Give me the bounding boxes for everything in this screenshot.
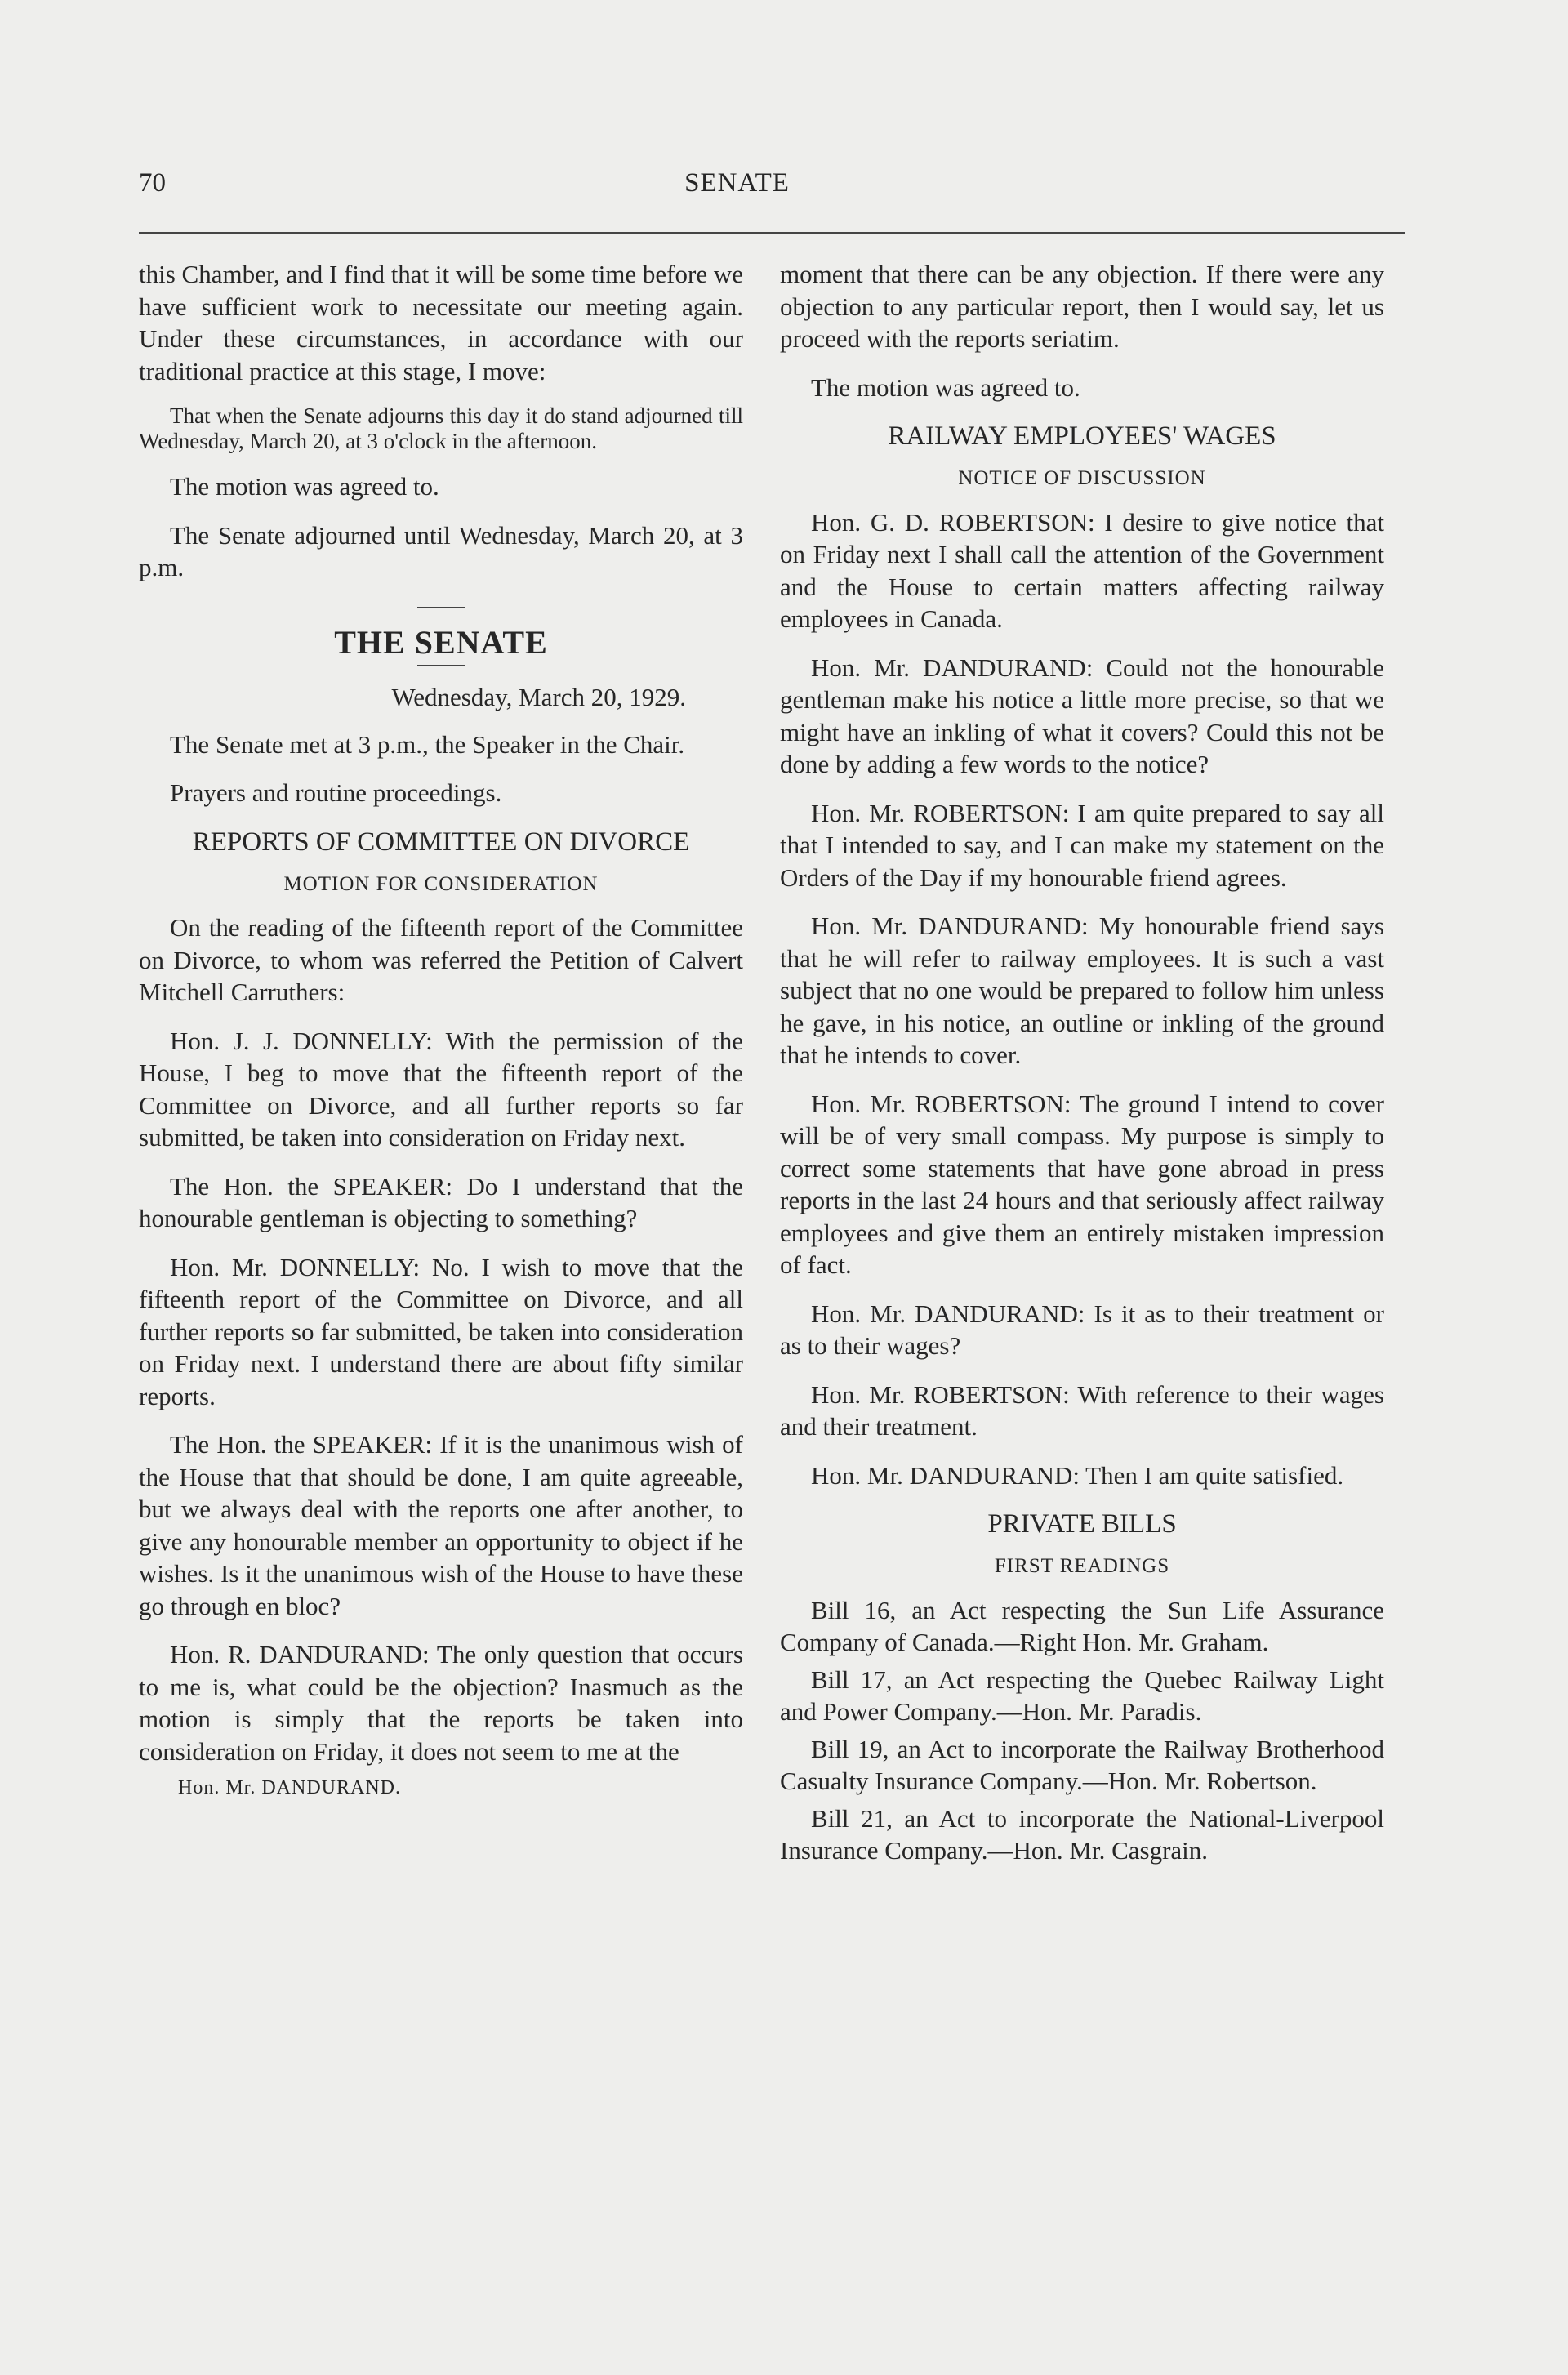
paragraph: Hon. Mr. ROBERTSON: I am quite prepared to say all that I intended to say, and I can make my statement on the Orders of the Day if my honourable friend agrees.: [780, 798, 1384, 892]
paragraph: The Hon. the SPEAKER: Do I understand that the honourable gentleman is objecting to something?: [139, 1171, 743, 1232]
motion-agreed: The motion was agreed to.: [170, 472, 439, 501]
paragraph: Hon. Mr. DANDURAND: Could not the honourable gentleman make his notice a little more precise, so that we might have an inkling of what it covers? Could this not be done by adding a few words to the notice?: [780, 653, 1384, 778]
section-title-private-bills: PRIVATE BILLS: [987, 1509, 1177, 1539]
running-head: SENATE: [684, 168, 790, 198]
page-number: 70: [139, 168, 166, 198]
bill-entry: Bill 16, an Act respecting the Sun Life Assurance Company of Canada.—Right Hon. Mr. Graham.: [780, 1595, 1384, 1656]
continued-paragraph: moment that there can be any objection. If there were any objection to any particular report, then I would say, let us proceed with the reports seriatim.: [780, 260, 1384, 353]
bill-entry: Bill 17, an Act respecting the Quebec Railway Light and Power Company.—Hon. Mr. Paradis.: [780, 1664, 1384, 1726]
sitting-date: Wednesday, March 20, 1929.: [391, 683, 686, 711]
right-column: [780, 258, 1384, 1872]
section-title-railway: RAILWAY EMPLOYEES' WAGES: [888, 421, 1276, 451]
paragraph: The Hon. the SPEAKER: If it is the unanimous wish of the House that that should be done, I am quite agreeable, but we always deal with the reports one after another, to give any honourable member an opportunity to object if he wishes. Is it the unanimous wish of the House to have these go through en bloc?: [139, 1430, 743, 1620]
motion-agreed: The motion was agreed to.: [811, 372, 1080, 402]
speaker-footer: Hon. Mr. DANDURAND.: [178, 1777, 402, 1798]
paragraph: Hon. Mr. DANDURAND: Is it as to their treatment or as to their wages?: [780, 1299, 1384, 1360]
left-column: [139, 258, 743, 1805]
paragraph: On the reading of the fifteenth report of the Committee on Divorce, to whom was referred the Petition of Calvert Mitchell Carruthers:: [139, 913, 743, 1006]
paragraph: Hon. Mr. ROBERTSON: With reference to their wages and their treatment.: [780, 1379, 1384, 1441]
sitting-opening: The Senate met at 3 p.m., the Speaker in the Chair.: [170, 729, 685, 759]
title-divider: [417, 665, 465, 666]
prayers-line: Prayers and routine proceedings.: [170, 778, 502, 807]
paragraph: Hon. J. J. DONNELLY: With the permission of the House, I beg to move that the fifteenth report of the Committee on Divorce, and all further reports so far submitted, be taken into consideration on Friday next.: [139, 1026, 743, 1152]
paragraph: Hon. Mr. ROBERTSON: The ground I intend to cover will be of very small compass. My purpose is simply to correct some statements that have gone abroad in press reports in the last 24 hours and that seriously affect railway employees and give them an entirely mistaken impression of fact.: [780, 1089, 1384, 1279]
paragraph: Hon. G. D. ROBERTSON: I desire to give notice that on Friday next I shall call the attention of the Government and the House to certain matters affecting railway employees in Canada.: [780, 507, 1384, 633]
sitting-title: THE SENATE: [334, 623, 548, 661]
paragraph: Hon. Mr. DANDURAND: My honourable friend says that he will refer to railway employees. It is such a vast subject that no one would be prepared to follow him unless he gave, in his notice, an outline or inkling of the ground that he intends to cover.: [780, 911, 1384, 1069]
paragraph: Hon. R. DANDURAND: The only question that occurs to me is, what could be the objection? Inasmuch as the motion is simply that the reports be taken into consideration on Friday, it does not seem to me at the: [139, 1640, 743, 1766]
continued-paragraph: this Chamber, and I find that it will be some time before we have sufficient work to necessitate our meeting again. Under these circumstances, in accordance with our traditional practice at this stage, I move:: [139, 260, 743, 385]
section-subtitle-notice: NOTICE OF DISCUSSION: [958, 467, 1206, 489]
page-header: [139, 168, 1405, 209]
bill-entry: Bill 21, an Act to incorporate the National-Liverpool Insurance Company.—Hon. Mr. Casgrain.: [780, 1803, 1384, 1865]
motion-text: That when the Senate adjourns this day it do stand adjourned till Wednesday, March 20, at 3 o'clock in the afternoon.: [139, 403, 743, 453]
paragraph: Hon. Mr. DANDURAND: Then I am quite satisfied.: [811, 1460, 1344, 1490]
paragraph: Hon. Mr. DONNELLY: No. I wish to move that the fifteenth report of the Committee on Divorce, and all further reports so far submitted, be taken into consideration on Friday next. I understand there are about fifty similar reports.: [139, 1252, 743, 1410]
header-rule: [139, 232, 1405, 234]
bill-entry: Bill 19, an Act to incorporate the Railway Brotherhood Casualty Insurance Company.—Hon. Mr. Robertson.: [780, 1734, 1384, 1795]
section-subtitle-readings: FIRST READINGS: [994, 1555, 1170, 1577]
section-title-divorce: REPORTS OF COMMITTEE ON DIVORCE: [192, 827, 690, 857]
section-divider: [417, 607, 465, 608]
section-subtitle-motion: MOTION FOR CONSIDERATION: [283, 872, 599, 895]
adjournment-text: The Senate adjourned until Wednesday, March 20, at 3 p.m.: [139, 520, 743, 581]
